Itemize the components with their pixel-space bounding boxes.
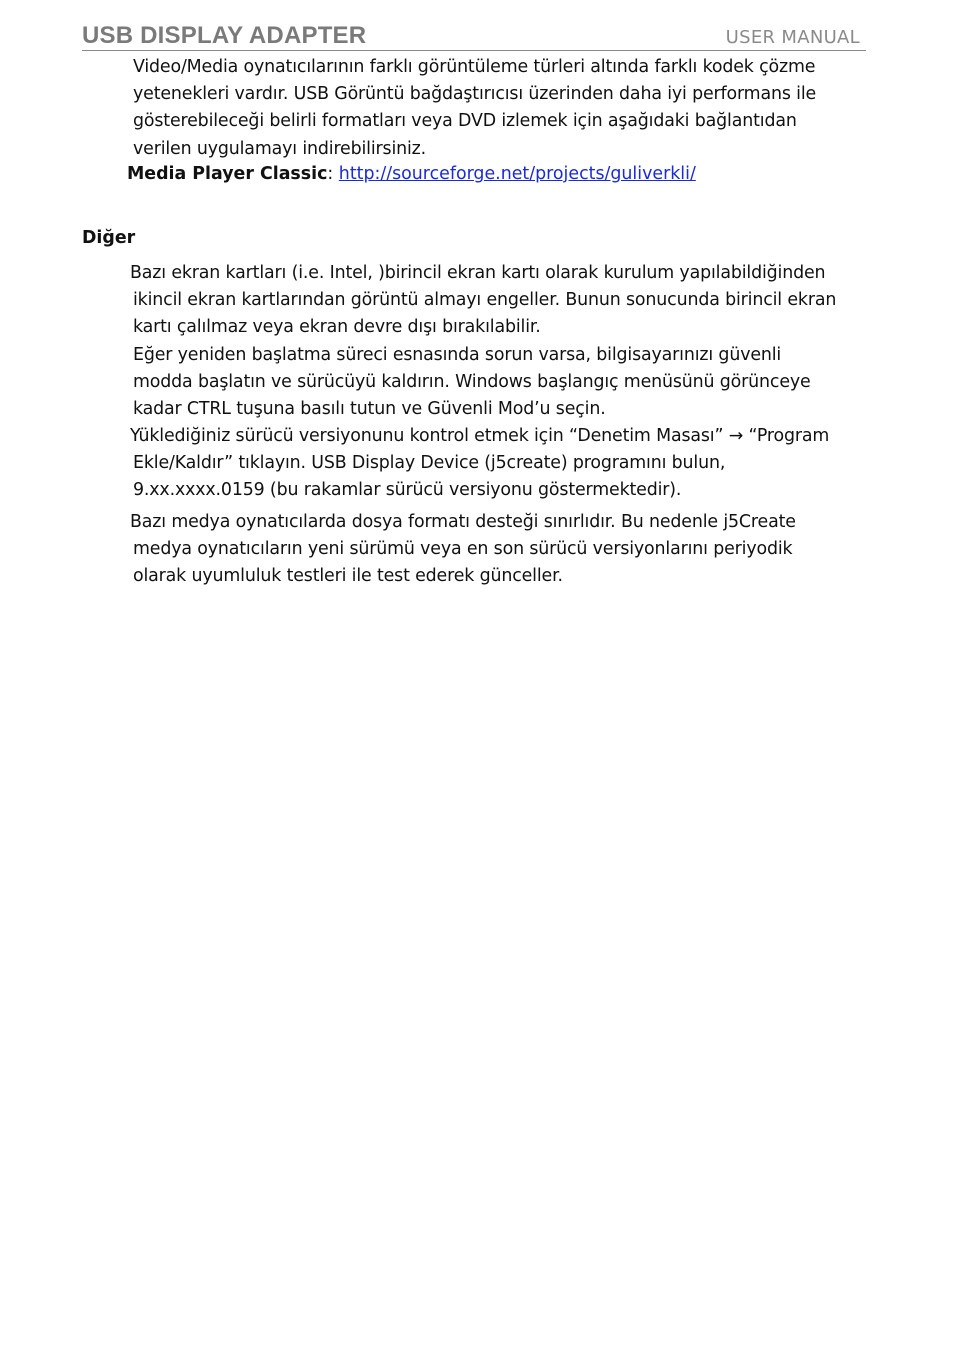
text-line: 9.xx.xxxx.0159 (bu rakamlar sürücü versiyonu göstermektedir). bbox=[133, 480, 682, 501]
text-line: kadar CTRL tuşuna basılı tutun ve Güvenli Mod’u seçin. bbox=[133, 399, 606, 420]
text-line: Ekle/Kaldır” tıklayın. USB Display Device (j5create) programını bulun, bbox=[133, 453, 726, 474]
text-line: Bazı ekran kartları (i.e. Intel, )birincil ekran kartı olarak kurulum yapılabildiğinden bbox=[130, 263, 826, 283]
text-line: medya oynatıcıların yeni sürümü veya en son sürücü versiyonlarını periyodik bbox=[133, 539, 793, 560]
media-player-link[interactable]: http://sourceforge.net/projects/guliverkli/ bbox=[338, 164, 696, 184]
text-line: kartı çalılmaz veya ekran devre dışı bırakılabilir. bbox=[133, 317, 541, 338]
section-heading: Diğer bbox=[82, 228, 136, 248]
media-player-label: Media Player Classic bbox=[127, 164, 328, 184]
text-line: ikincil ekran kartlarından görüntü almayı engeller. Bunun sonucunda birincil ekran bbox=[133, 290, 837, 311]
paragraph-2 bbox=[133, 342, 893, 424]
media-player-line bbox=[127, 161, 696, 188]
paragraph-3 bbox=[130, 423, 893, 505]
text-line: verilen uygulamayı indirebilirsiniz. bbox=[133, 138, 427, 159]
paragraph-4 bbox=[130, 509, 893, 591]
text-line: Video/Media oynatıcılarının farklı görüntüleme türleri altında farklı kodek çözme bbox=[133, 57, 816, 77]
text-line: Bazı medya oynatıcılarda dosya formatı desteği sınırlıdır. Bu nedenle j5Create bbox=[130, 512, 796, 532]
document-title: USB DISPLAY ADAPTER bbox=[82, 22, 367, 49]
text-line: olarak uyumluluk testleri ile test ederek günceller. bbox=[133, 566, 563, 587]
text-line: Yüklediğiniz sürücü versiyonunu kontrol etmek için “Denetim Masası” → “Program bbox=[130, 426, 830, 446]
text-line: yetenekleri vardır. USB Görüntü bağdaştırıcısı üzerinden daha iyi performans ile bbox=[133, 84, 817, 105]
document-type-label: USER MANUAL bbox=[725, 27, 860, 48]
text-line: gösterebileceği belirli formatları veya DVD izlemek için aşağıdaki bağlantıdan bbox=[133, 111, 797, 132]
paragraph-1 bbox=[130, 260, 893, 342]
page-header bbox=[82, 20, 866, 51]
text-line: modda başlatın ve sürücüyü kaldırın. Windows başlangıç menüsünü görünceye bbox=[133, 372, 811, 393]
media-player-separator: : bbox=[327, 164, 339, 184]
intro-paragraph bbox=[133, 54, 893, 163]
text-line: Eğer yeniden başlatma süreci esnasında sorun varsa, bilgisayarınızı güvenli bbox=[133, 345, 782, 365]
